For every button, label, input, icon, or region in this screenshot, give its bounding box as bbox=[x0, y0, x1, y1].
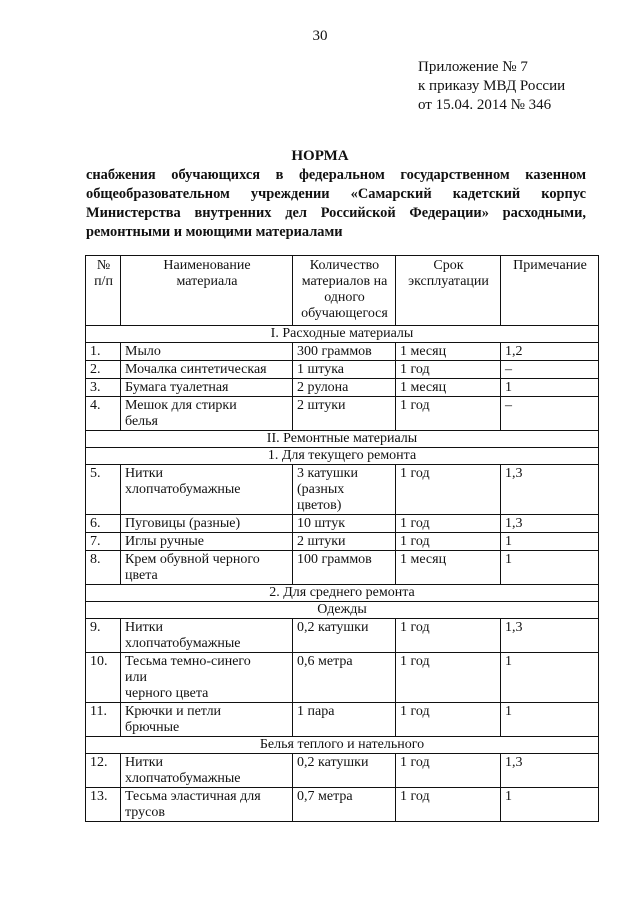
section-row bbox=[86, 602, 599, 619]
page-number: 30 bbox=[312, 28, 328, 44]
cell-qty: 2 штуки bbox=[293, 397, 396, 431]
table-row bbox=[86, 754, 599, 788]
cell-note: – bbox=[501, 361, 599, 379]
cell-num: 11. bbox=[86, 703, 121, 737]
cell-qty: 100 граммов bbox=[293, 551, 396, 585]
table-row bbox=[86, 619, 599, 653]
section-heading: Белья теплого и нательного bbox=[86, 737, 599, 754]
cell-note: 1 bbox=[501, 551, 599, 585]
cell-qty: 10 штук bbox=[293, 515, 396, 533]
cell-qty: 2 штуки bbox=[293, 533, 396, 551]
section-heading: Одежды bbox=[86, 602, 599, 619]
cell-term: 1 год bbox=[396, 515, 501, 533]
header-qty: Количество материалов на одного обучающегося bbox=[293, 256, 396, 326]
cell-name: Крючки и петли брючные bbox=[121, 703, 293, 737]
header-name: Наименование материала bbox=[121, 256, 293, 326]
cell-name: Тесьма темно-синего или черного цвета bbox=[121, 653, 293, 703]
subtitle-line: общеобразовательном учреждении «Самарский кадетский корпус bbox=[86, 186, 586, 202]
cell-term: 1 год bbox=[396, 754, 501, 788]
cell-num: 1. bbox=[86, 343, 121, 361]
document-title: НОРМА bbox=[291, 148, 349, 164]
cell-qty: 300 граммов bbox=[293, 343, 396, 361]
cell-qty: 0,2 катушки bbox=[293, 619, 396, 653]
cell-num: 2. bbox=[86, 361, 121, 379]
cell-term: 1 год bbox=[396, 397, 501, 431]
cell-note: 1,3 bbox=[501, 465, 599, 515]
cell-note: 1,3 bbox=[501, 754, 599, 788]
cell-note: 1 bbox=[501, 379, 599, 397]
section-row bbox=[86, 431, 599, 448]
cell-qty: 1 штука bbox=[293, 361, 396, 379]
cell-note: 1 bbox=[501, 653, 599, 703]
subtitle-line: снабжения обучающихся в федеральном государственном казенном bbox=[86, 167, 586, 183]
cell-name: Нитки хлопчатобумажные bbox=[121, 465, 293, 515]
cell-name: Иглы ручные bbox=[121, 533, 293, 551]
table-row bbox=[86, 361, 599, 379]
cell-note: 1,3 bbox=[501, 515, 599, 533]
cell-term: 1 месяц bbox=[396, 379, 501, 397]
cell-num: 13. bbox=[86, 788, 121, 822]
section-row bbox=[86, 737, 599, 754]
cell-name: Мыло bbox=[121, 343, 293, 361]
appendix-line: от 15.04. 2014 № 346 bbox=[418, 97, 552, 113]
cell-term: 1 месяц bbox=[396, 551, 501, 585]
section-heading: 2. Для среднего ремонта bbox=[86, 585, 599, 602]
subtitle-line: Министерства внутренних дел Российской Федерации» расходными, bbox=[86, 205, 586, 221]
cell-name: Мешок для стирки белья bbox=[121, 397, 293, 431]
appendix-line: Приложение № 7 bbox=[418, 59, 528, 75]
cell-num: 9. bbox=[86, 619, 121, 653]
section-heading: II. Ремонтные материалы bbox=[86, 431, 599, 448]
header-note: Примечание bbox=[501, 256, 599, 326]
cell-name: Нитки хлопчатобумажные bbox=[121, 754, 293, 788]
cell-note: 1,2 bbox=[501, 343, 599, 361]
cell-term: 1 месяц bbox=[396, 343, 501, 361]
cell-name: Бумага туалетная bbox=[121, 379, 293, 397]
cell-term: 1 год bbox=[396, 653, 501, 703]
appendix-line: к приказу МВД России bbox=[418, 78, 566, 94]
table-row bbox=[86, 788, 599, 822]
table-row bbox=[86, 703, 599, 737]
cell-num: 8. bbox=[86, 551, 121, 585]
table-row bbox=[86, 379, 599, 397]
document-subtitle bbox=[86, 166, 586, 242]
cell-note: 1 bbox=[501, 533, 599, 551]
table-row bbox=[86, 343, 599, 361]
table-row bbox=[86, 533, 599, 551]
cell-name: Нитки хлопчатобумажные bbox=[121, 619, 293, 653]
cell-note: 1 bbox=[501, 703, 599, 737]
table-row bbox=[86, 653, 599, 703]
cell-num: 3. bbox=[86, 379, 121, 397]
section-row bbox=[86, 585, 599, 602]
section-heading: I. Расходные материалы bbox=[86, 326, 599, 343]
cell-name: Тесьма эластичная для трусов bbox=[121, 788, 293, 822]
section-row bbox=[86, 326, 599, 343]
appendix-reference bbox=[418, 58, 565, 115]
subtitle-line: ремонтными и моющими материалами bbox=[86, 224, 343, 240]
supplies-norm-table bbox=[85, 255, 599, 822]
cell-num: 6. bbox=[86, 515, 121, 533]
table-row bbox=[86, 465, 599, 515]
cell-name: Пуговицы (разные) bbox=[121, 515, 293, 533]
cell-note: 1,3 bbox=[501, 619, 599, 653]
cell-qty: 0,6 метра bbox=[293, 653, 396, 703]
cell-note: 1 bbox=[501, 788, 599, 822]
table-row bbox=[86, 551, 599, 585]
header-num: № п/п bbox=[86, 256, 121, 326]
cell-term: 1 год bbox=[396, 533, 501, 551]
table-header-row bbox=[86, 256, 599, 326]
cell-qty: 3 катушки (разных цветов) bbox=[293, 465, 396, 515]
cell-num: 4. bbox=[86, 397, 121, 431]
cell-term: 1 год bbox=[396, 465, 501, 515]
section-row bbox=[86, 448, 599, 465]
cell-name: Мочалка синтетическая bbox=[121, 361, 293, 379]
cell-name: Крем обувной черного цвета bbox=[121, 551, 293, 585]
cell-qty: 1 пара bbox=[293, 703, 396, 737]
cell-qty: 0,2 катушки bbox=[293, 754, 396, 788]
cell-term: 1 год bbox=[396, 703, 501, 737]
cell-num: 10. bbox=[86, 653, 121, 703]
cell-note: – bbox=[501, 397, 599, 431]
cell-qty: 0,7 метра bbox=[293, 788, 396, 822]
cell-term: 1 год bbox=[396, 788, 501, 822]
cell-term: 1 год bbox=[396, 619, 501, 653]
header-term: Срок эксплуатации bbox=[396, 256, 501, 326]
table-row bbox=[86, 397, 599, 431]
section-heading: 1. Для текущего ремонта bbox=[86, 448, 599, 465]
table-row bbox=[86, 515, 599, 533]
cell-num: 5. bbox=[86, 465, 121, 515]
cell-num: 12. bbox=[86, 754, 121, 788]
cell-term: 1 год bbox=[396, 361, 501, 379]
cell-qty: 2 рулона bbox=[293, 379, 396, 397]
cell-num: 7. bbox=[86, 533, 121, 551]
